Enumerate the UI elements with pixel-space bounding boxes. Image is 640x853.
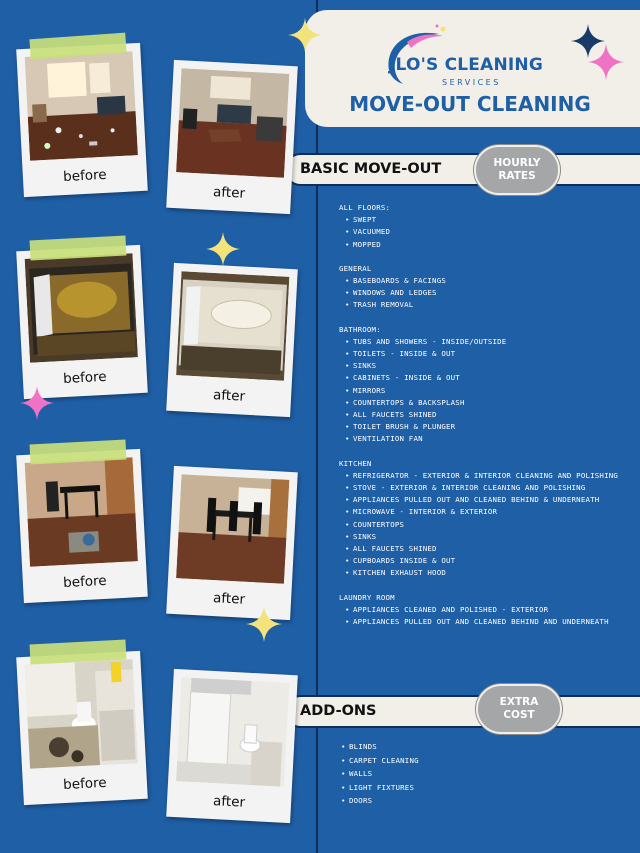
- list-item: • VENTILATION FAN: [345, 433, 629, 445]
- list-item: • SINKS: [345, 531, 629, 543]
- sparkle-pink-icon: [588, 44, 624, 80]
- after-caption: after: [212, 590, 246, 608]
- list-item: • COUNTERTOPS & BACKSPLASH: [345, 397, 629, 409]
- hourly-rates-line1: HOURLY: [493, 157, 541, 169]
- before-caption: before: [62, 166, 108, 186]
- sparkle-yellow-icon: [246, 606, 282, 642]
- basic-moveout-banner: [284, 153, 640, 186]
- section-title: ALL FLOORS:: [339, 203, 391, 212]
- list-item: • TOILET BRUSH & PLUNGER: [345, 421, 629, 433]
- list-item: • BASEBOARDS & FACINGS: [345, 275, 629, 287]
- list-item: • APPLIANCES PULLED OUT AND CLEANED BEHIND AND UNDERNEATH: [345, 616, 629, 628]
- list-item: • VACUUMED: [345, 226, 629, 238]
- list-item: • BLINDS: [341, 740, 629, 754]
- section-laundry: [339, 592, 629, 629]
- before-caption: before: [62, 368, 108, 388]
- bathroom-dirty-image: [25, 659, 138, 769]
- after-caption: after: [212, 387, 246, 405]
- photo-microwave-before: [16, 245, 148, 399]
- extra-cost-badge: [476, 684, 562, 734]
- photo-dining-after: [166, 466, 298, 620]
- list-item: • MOPPED: [345, 239, 629, 251]
- section-title: LAUNDRY ROOM: [339, 592, 395, 602]
- photo-living-after: [166, 60, 298, 214]
- list-item: • WINDOWS AND LEDGES: [345, 287, 629, 299]
- section-title: BATHROOM:: [339, 324, 381, 334]
- sparkle-yellow-icon: [206, 232, 240, 266]
- list-item: • APPLIANCES CLEANED AND POLISHED - EXTERIOR: [345, 604, 629, 616]
- basic-moveout-title: BASIC MOVE-OUT: [300, 161, 442, 177]
- sparkle-yellow-icon: [288, 18, 322, 52]
- section-title: GENERAL: [339, 263, 372, 273]
- list-item: • CUPBOARDS INSIDE & OUT: [345, 555, 629, 567]
- addons-list: [339, 740, 629, 808]
- list-item: • TUBS AND SHOWERS - INSIDE/OUTSIDE: [345, 336, 629, 348]
- list-item: • SINKS: [345, 360, 629, 372]
- bathroom-clean-image: [176, 677, 289, 787]
- page-title: MOVE-OUT CLEANING: [349, 92, 591, 116]
- before-caption: before: [62, 774, 108, 794]
- list-item: • CARPET CLEANING: [341, 754, 629, 768]
- list-item: • REFRIGERATOR - EXTERIOR & INTERIOR CLEANING AND POLISHING: [345, 470, 629, 482]
- microwave-dirty-image: [25, 253, 138, 363]
- after-caption: after: [212, 184, 246, 202]
- dining-room-messy-image: [25, 457, 138, 567]
- photo-living-before: [16, 43, 148, 197]
- living-room-messy-image: [25, 51, 138, 161]
- services-list: [339, 202, 629, 640]
- photo-bathroom-after: [166, 669, 298, 823]
- list-item: • KITCHEN EXHAUST HOOD: [345, 567, 629, 579]
- dining-room-clean-image: [176, 474, 289, 584]
- list-item: • ALL FAUCETS SHINED: [345, 543, 629, 555]
- list-item: • MICROWAVE - INTERIOR & EXTERIOR: [345, 506, 629, 518]
- list-item: • LIGHT FIXTURES: [341, 781, 629, 795]
- section-floors: [339, 202, 629, 251]
- addons-banner: [284, 695, 640, 728]
- list-item: • STOVE - EXTERIOR & INTERIOR CLEANING AND POLISHING: [345, 482, 629, 494]
- list-item: • DOORS: [341, 794, 629, 808]
- brand-name: JLO'S CLEANING: [389, 55, 543, 75]
- section-title: KITCHEN: [339, 458, 372, 468]
- photo-microwave-after: [166, 263, 298, 417]
- extra-cost-line1: EXTRA: [499, 696, 539, 708]
- list-item: • WALLS: [341, 767, 629, 781]
- photo-bathroom-before: [16, 651, 148, 805]
- sparkle-pink-icon: [20, 386, 54, 420]
- section-kitchen: [339, 458, 629, 580]
- section-bathroom: [339, 324, 629, 446]
- extra-cost-line2: COST: [503, 709, 535, 721]
- addons-title: ADD-ONS: [300, 703, 377, 719]
- list-item: • TRASH REMOVAL: [345, 299, 629, 311]
- list-item: • APPLIANCES PULLED OUT AND CLEANED BEHIND & UNDERNEATH: [345, 494, 629, 506]
- list-item: • CABINETS - INSIDE & OUT: [345, 372, 629, 384]
- section-general: [339, 263, 629, 312]
- living-room-clean-image: [176, 68, 289, 178]
- list-item: • SWEPT: [345, 214, 629, 226]
- list-item: • TOILETS - INSIDE & OUT: [345, 348, 629, 360]
- brand-subtitle: SERVICES: [442, 78, 501, 87]
- list-item: • MIRRORS: [345, 385, 629, 397]
- list-item: • ALL FAUCETS SHINED: [345, 409, 629, 421]
- before-caption: before: [62, 572, 108, 592]
- microwave-clean-image: [176, 271, 289, 381]
- hourly-rates-line2: RATES: [498, 170, 536, 182]
- after-caption: after: [212, 793, 246, 811]
- photo-dining-before: [16, 449, 148, 603]
- hourly-rates-badge: [474, 145, 560, 195]
- list-item: • COUNTERTOPS: [345, 519, 629, 531]
